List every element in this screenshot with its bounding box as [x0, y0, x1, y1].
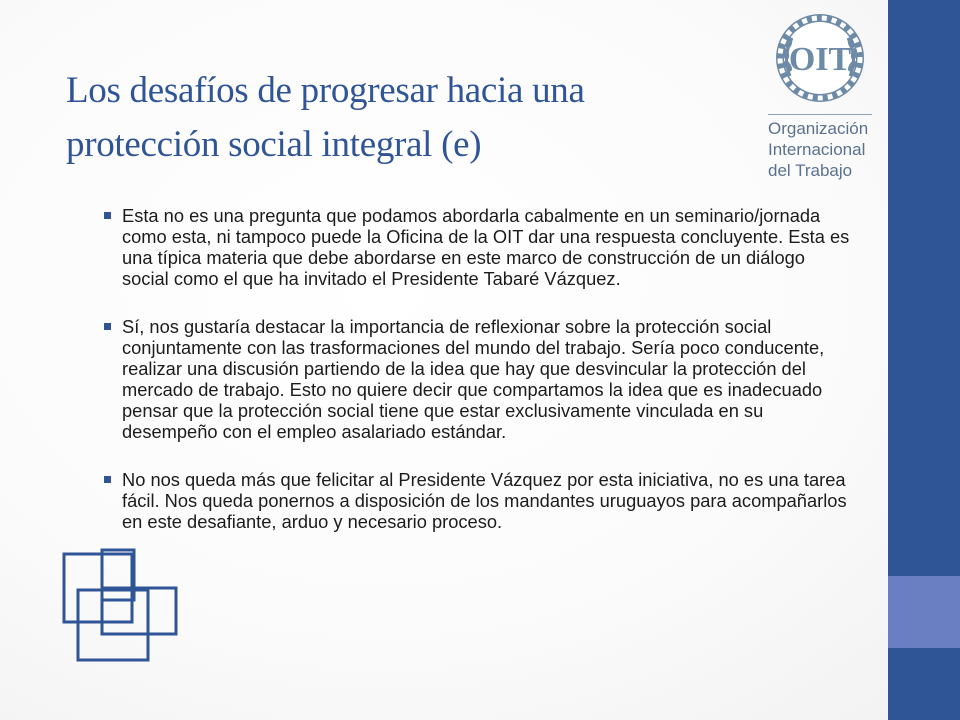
bullet-text: No nos queda más que felicitar al Presidente Vázquez por esta iniciativa, no es una tarea fácil. Nos queda ponernos a disposición de los mandantes uruguayos para acompañarlos en este desafiante, arduo y necesario proceso. — [122, 469, 847, 532]
bullet-item — [104, 469, 856, 532]
logo-divider — [768, 114, 872, 115]
bullet-item — [104, 205, 856, 289]
emblem-text: OIT — [788, 41, 852, 78]
oit-emblem-icon — [762, 10, 878, 110]
bullet-marker-icon — [104, 476, 111, 483]
right-accent-block — [888, 576, 960, 648]
bullet-item — [104, 316, 856, 442]
logo-line-1: Organización — [768, 119, 869, 138]
bullet-marker-icon — [104, 212, 111, 219]
slide-title: Los desafíos de progresar hacia una protección social integral (e) — [66, 70, 585, 165]
logo-org-name — [768, 118, 880, 181]
bullet-marker-icon — [104, 323, 111, 330]
bullet-text: Esta no es una pregunta que podamos abordarla cabalmente en un seminario/jornada como esta, ni tampoco puede la Oficina de la OIT dar una respuesta concluyente. Esta es una típica materia que debe abordarse en este marco de construcción de un diálogo social como el que ha invitado el Presidente Tabaré Vázquez. — [122, 205, 850, 289]
decorative-squares-icon — [62, 548, 180, 664]
oit-logo — [762, 10, 878, 185]
bullet-text: Sí, nos gustaría destacar la importancia de reflexionar sobre la protección social conjuntamente con las trasformaciones del mundo del trabajo. Sería poco conducente, realizar una discusión partiendo de la idea que hay que desvincular la protección del mercado de trabajo. Esto no quiere decir que compartamos la idea que es inadecuado pensar que la protección social tiene que estar exclusivamente vinculada en su desempeño con el empleo asalariado estándar. — [122, 316, 825, 442]
logo-line-3: del Trabajo — [768, 161, 853, 180]
logo-line-2: Internacional — [768, 140, 866, 159]
bullet-list — [104, 205, 856, 559]
